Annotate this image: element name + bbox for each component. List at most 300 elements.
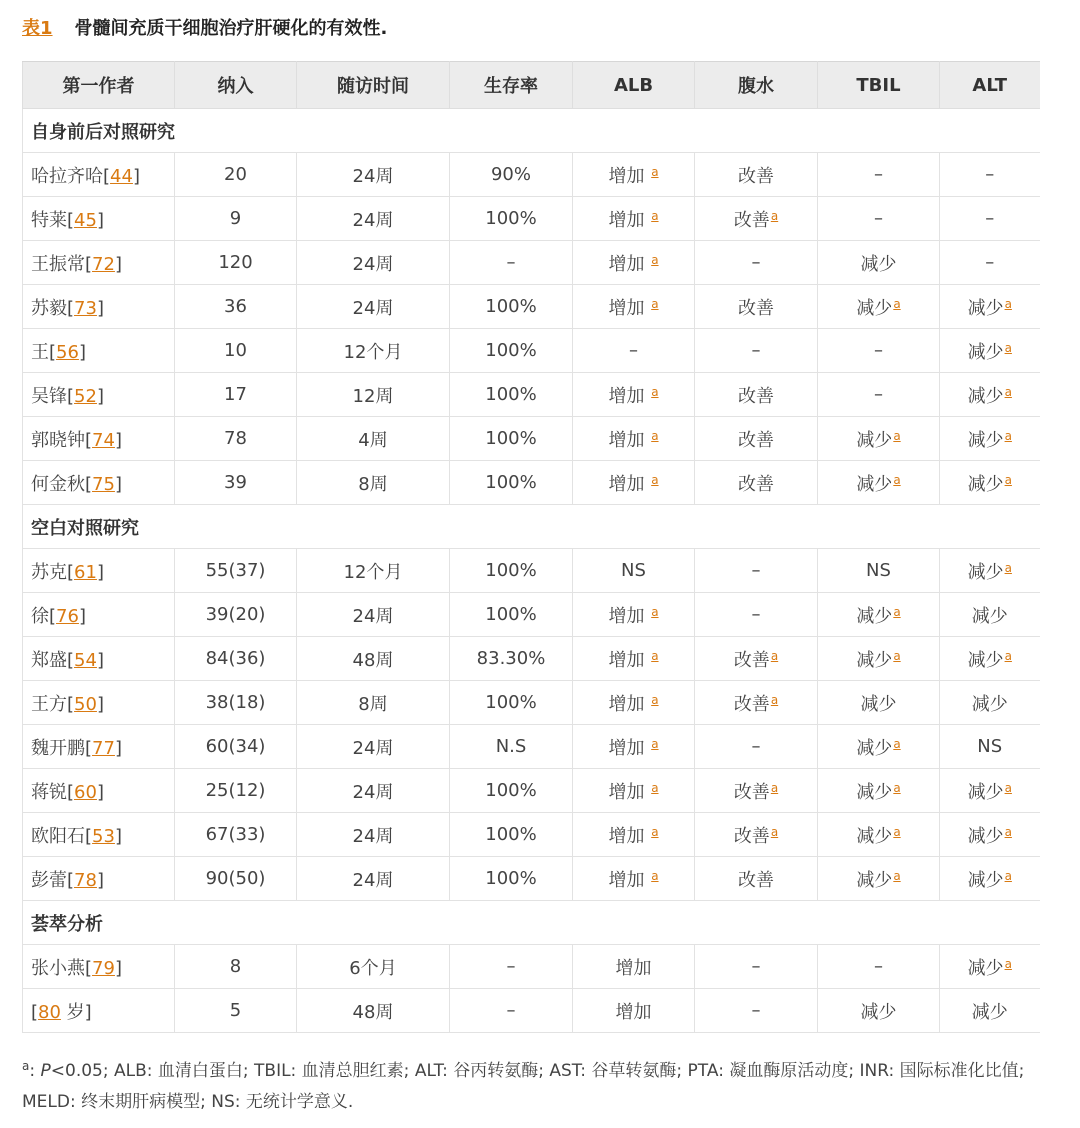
cell-author [23, 945, 175, 989]
cell-value: 84(36) [205, 648, 266, 669]
cell-value: – [751, 1000, 761, 1021]
cell-value: 增加 [608, 385, 651, 407]
footnote-ref-link[interactable]: a [770, 648, 779, 663]
cell-alt [940, 461, 1040, 505]
reference-link[interactable]: 60 [74, 781, 97, 803]
cell-followup [297, 241, 450, 285]
cell-value: – [751, 560, 761, 581]
cell-alt [940, 769, 1040, 813]
cell-followup [297, 549, 450, 593]
cell-value: 8 [229, 956, 242, 977]
cell-value: 减少 [971, 605, 1008, 627]
bracket-close: ] [96, 781, 104, 803]
author-name: 吴锋 [31, 385, 67, 407]
reference-link[interactable]: 75 [92, 473, 115, 495]
cell-value: 增加 [608, 737, 651, 759]
cell-ascites [695, 285, 818, 329]
reference-link[interactable]: 61 [74, 561, 97, 583]
cell-value: 减少 [971, 693, 1008, 715]
bracket-close: ] [84, 1001, 92, 1023]
cell-author [23, 417, 175, 461]
footnote-ref-link[interactable]: a [1004, 340, 1012, 355]
cell-survival [450, 417, 573, 461]
cell-tbil [818, 989, 940, 1033]
cell-author [23, 329, 175, 373]
cell-value: 12周 [352, 385, 394, 407]
cell-ascites [695, 725, 818, 769]
cell-value: – [751, 736, 761, 757]
cell-value: 24周 [352, 781, 394, 803]
cell-value: 改善 [733, 825, 770, 847]
reference-link[interactable]: 45 [74, 209, 97, 231]
footnote-ref-link[interactable]: a [770, 208, 779, 223]
footnote-ref-link[interactable]: a [651, 736, 659, 751]
cell-tbil [818, 285, 940, 329]
cell-value: 改善 [738, 473, 774, 495]
cell-value: – [506, 252, 516, 273]
reference-link[interactable]: 74 [92, 429, 115, 451]
table-row [23, 989, 1040, 1033]
cell-followup [297, 637, 450, 681]
footnote-ref-link[interactable]: a [893, 868, 901, 883]
cell-alb [573, 329, 695, 373]
cell-survival [450, 593, 573, 637]
cell-value: 100% [485, 692, 537, 713]
cell-value: 90% [490, 164, 531, 185]
reference-link[interactable]: 80 [38, 1001, 61, 1023]
cell-value: 48周 [352, 1001, 394, 1023]
cell-value: – [874, 164, 883, 185]
table-row [23, 769, 1040, 813]
cell-value: 24周 [352, 869, 394, 891]
cell-value: 100% [485, 340, 537, 361]
author-name: 特莱 [31, 209, 67, 231]
footnote-ref-link[interactable]: a [1004, 648, 1012, 663]
cell-survival [450, 197, 573, 241]
cell-followup [297, 681, 450, 725]
cell-value: 24周 [352, 297, 394, 319]
cell-alt [940, 857, 1040, 901]
reference-link[interactable]: 77 [92, 737, 115, 759]
cell-survival [450, 329, 573, 373]
cell-alt [940, 241, 1040, 285]
cell-alt [940, 197, 1040, 241]
footnote-ref-link[interactable]: a [893, 648, 901, 663]
cell-value: 9 [229, 208, 242, 229]
footnote-ref-link[interactable]: a [893, 604, 901, 619]
cell-value: 减少 [856, 649, 893, 671]
cell-followup [297, 725, 450, 769]
bracket-open: [ [85, 825, 93, 847]
cell-value: 增加 [608, 253, 651, 275]
footnote-ref-link[interactable]: a [1004, 296, 1012, 311]
footnote-p-label: P [40, 1061, 51, 1081]
reference-link[interactable]: 76 [56, 605, 79, 627]
reference-link[interactable]: 52 [74, 385, 97, 407]
cell-value: 5 [229, 1000, 242, 1021]
cell-ascites [695, 329, 818, 373]
cell-value: 增加 [608, 297, 651, 319]
cell-ascites [695, 461, 818, 505]
cell-alt [940, 417, 1040, 461]
cell-tbil [818, 945, 940, 989]
cell-alt [940, 945, 1040, 989]
reference-suffix: 岁 [60, 1001, 85, 1023]
cell-value: – [506, 1000, 516, 1021]
cell-value: – [629, 340, 638, 361]
table-title: 骨髓间充质干细胞治疗肝硬化的有效性. [74, 18, 388, 39]
cell-alb [573, 813, 695, 857]
reference-link[interactable]: 79 [92, 957, 115, 979]
cell-value: 48周 [352, 649, 394, 671]
section-title: 空白对照研究 [23, 505, 1040, 549]
cell-value: – [985, 208, 995, 229]
footnote-ref-link[interactable]: a [1004, 824, 1012, 839]
cell-value: 改善 [738, 385, 774, 407]
footnote-ref-link[interactable]: a [770, 780, 779, 795]
bracket-close: ] [78, 341, 86, 363]
table-row [23, 593, 1040, 637]
footnote-ref-link[interactable]: a [1004, 428, 1012, 443]
cell-tbil [818, 329, 940, 373]
cell-value: 25(12) [205, 780, 266, 801]
author-name: 哈拉齐哈 [31, 165, 103, 187]
cell-value: 减少 [967, 957, 1004, 979]
header-author: 第一作者 [23, 62, 175, 109]
reference-link[interactable]: 72 [92, 253, 115, 275]
footnote-ref-link[interactable]: a [651, 208, 659, 223]
author-name: 彭蕾 [31, 869, 67, 891]
cell-author [23, 461, 175, 505]
cell-alt [940, 989, 1040, 1033]
cell-alb [573, 593, 695, 637]
cell-value: 24周 [352, 825, 394, 847]
cell-value: 改善 [733, 781, 770, 803]
footnote-ref-link[interactable]: a [651, 164, 659, 179]
bracket-open: [ [85, 473, 93, 495]
bracket-close: ] [96, 869, 104, 891]
table-footnote: $^a$: P<0.05; ALB: 血清白蛋白; TBIL: 血清总胆红素; ALT: 谷丙转氨酶; AST: 谷草转氨酶; PTA: 凝血酶原活动度; INR: 国际标准化比值; MELD: 终末期肝病模型; NS: 无统计学意义. [22, 1059, 1025, 1112]
footnote-ref-link[interactable]: a [651, 428, 659, 443]
cell-followup [297, 945, 450, 989]
cell-value: 8周 [358, 473, 388, 495]
bracket-close: ] [114, 737, 122, 759]
cell-value: NS [977, 736, 1003, 757]
table-row [23, 373, 1040, 417]
cell-alt [940, 285, 1040, 329]
table-row [23, 813, 1040, 857]
section-row [23, 901, 1040, 945]
bracket-close: ] [96, 297, 104, 319]
footnote-ref-link[interactable]: a [651, 824, 659, 839]
cell-value: 减少 [967, 385, 1004, 407]
header-alb: ALB [573, 62, 695, 109]
bracket-open: [ [67, 781, 75, 803]
cell-followup [297, 857, 450, 901]
cell-enrolled [175, 857, 297, 901]
cell-value: 55(37) [205, 560, 266, 581]
cell-survival [450, 989, 573, 1033]
footnote-ref-link[interactable]: a [1004, 868, 1012, 883]
table-row [23, 461, 1040, 505]
cell-value: 增加 [608, 649, 651, 671]
reference-link[interactable]: 53 [92, 825, 115, 847]
footnote-ref-link[interactable]: a [651, 252, 659, 267]
cell-tbil [818, 725, 940, 769]
table-caption [22, 12, 387, 42]
cell-author [23, 593, 175, 637]
reference-link[interactable]: 56 [56, 341, 79, 363]
cell-tbil [818, 857, 940, 901]
table-row [23, 857, 1040, 901]
footnote-ref-link[interactable]: a [893, 428, 901, 443]
cell-value: – [751, 956, 761, 977]
footnote-ref-link[interactable]: a [651, 648, 659, 663]
footnote-ref-link[interactable]: a [1004, 956, 1012, 971]
cell-alb [573, 769, 695, 813]
bracket-close: ] [96, 561, 104, 583]
footnote-ref-link[interactable]: a [893, 780, 901, 795]
table-header-row [23, 62, 1040, 109]
cell-enrolled [175, 241, 297, 285]
cell-value: 83.30% [476, 648, 546, 669]
bracket-open: [ [67, 385, 75, 407]
bracket-open: [ [67, 869, 75, 891]
cell-author [23, 241, 175, 285]
cell-value: 60(34) [205, 736, 266, 757]
cell-value: 17 [224, 384, 247, 405]
cell-alt [940, 373, 1040, 417]
cell-ascites [695, 637, 818, 681]
cell-value: 减少 [856, 737, 893, 759]
bracket-open: [ [85, 957, 93, 979]
cell-value: 改善 [733, 209, 770, 231]
cell-value: N.S [495, 736, 527, 757]
cell-author [23, 857, 175, 901]
cell-tbil [818, 373, 940, 417]
table-number-link[interactable]: 表1 [22, 18, 53, 39]
cell-value: 12个月 [343, 341, 403, 363]
cell-value: – [874, 956, 883, 977]
header-enrolled: 纳入 [175, 62, 297, 109]
cell-survival [450, 373, 573, 417]
footnote-ref-link[interactable]: a [651, 868, 659, 883]
cell-alb [573, 725, 695, 769]
cell-ascites [695, 241, 818, 285]
author-name: 魏开鹏 [31, 737, 85, 759]
cell-enrolled [175, 417, 297, 461]
cell-alb [573, 373, 695, 417]
bracket-close: ] [114, 957, 122, 979]
cell-followup [297, 813, 450, 857]
author-name: 何金秋 [31, 473, 85, 495]
reference-link[interactable]: 73 [74, 297, 97, 319]
cell-value: 减少 [856, 825, 893, 847]
cell-value: 12个月 [343, 561, 403, 583]
cell-value: 减少 [860, 693, 897, 715]
cell-value: – [874, 208, 883, 229]
cell-value: – [985, 252, 995, 273]
bracket-close: ] [114, 253, 122, 275]
footnote-ref-link[interactable]: a [770, 824, 779, 839]
footnote-ref-link[interactable]: a [651, 384, 659, 399]
footnote-ref-link[interactable]: a [1004, 560, 1012, 575]
cell-value: 24周 [352, 253, 394, 275]
cell-tbil [818, 197, 940, 241]
cell-value: – [751, 340, 761, 361]
cell-ascites [695, 197, 818, 241]
cell-value: 78 [224, 428, 247, 449]
footnote-ref-link[interactable]: a [770, 692, 779, 707]
bracket-open: [ [85, 429, 93, 451]
cell-alt [940, 153, 1040, 197]
cell-value: 24周 [352, 209, 394, 231]
footnote-ref-link[interactable]: a [651, 472, 659, 487]
footnote-ref-link[interactable]: a [651, 780, 659, 795]
bracket-open: [ [85, 737, 93, 759]
cell-ascites [695, 153, 818, 197]
table-row [23, 329, 1040, 373]
cell-alb [573, 857, 695, 901]
cell-alb [573, 197, 695, 241]
reference-link[interactable]: 54 [74, 649, 97, 671]
cell-enrolled [175, 593, 297, 637]
footnote-ref-link[interactable]: a [1004, 472, 1012, 487]
cell-alb [573, 989, 695, 1033]
cell-tbil [818, 417, 940, 461]
cell-value: – [751, 604, 761, 625]
author-name: 王 [31, 341, 49, 363]
author-name: 王振常 [31, 253, 85, 275]
bracket-close: ] [96, 385, 104, 407]
cell-ascites [695, 417, 818, 461]
cell-value: 90(50) [205, 868, 266, 889]
cell-alb [573, 285, 695, 329]
bracket-open: [ [103, 165, 111, 187]
footnote-ref-link[interactable]: a [651, 604, 659, 619]
footnote-ref-link[interactable]: a [893, 472, 901, 487]
author-name: 徐 [31, 605, 49, 627]
cell-value: 38(18) [205, 692, 266, 713]
cell-value: 增加 [615, 1001, 652, 1023]
cell-value: 增加 [608, 693, 651, 715]
footnote-ref-link[interactable]: a [651, 296, 659, 311]
cell-value: 100% [485, 868, 537, 889]
cell-alt [940, 637, 1040, 681]
cell-alb [573, 153, 695, 197]
cell-value: 100% [485, 560, 537, 581]
bracket-open: [ [67, 209, 75, 231]
section-title: 自身前后对照研究 [23, 109, 1040, 153]
cell-author [23, 197, 175, 241]
cell-value: 67(33) [205, 824, 266, 845]
table-row [23, 945, 1040, 989]
bracket-close: ] [114, 473, 122, 495]
cell-value: 增加 [608, 209, 651, 231]
cell-survival [450, 461, 573, 505]
cell-value: – [874, 340, 883, 361]
cell-value: – [985, 164, 995, 185]
cell-value: – [506, 956, 516, 977]
cell-enrolled [175, 153, 297, 197]
bracket-open: [ [49, 605, 57, 627]
bracket-close: ] [78, 605, 86, 627]
cell-value: 120 [218, 252, 253, 273]
cell-survival [450, 637, 573, 681]
cell-tbil [818, 681, 940, 725]
cell-alb [573, 945, 695, 989]
bracket-close: ] [96, 693, 104, 715]
reference-link[interactable]: 50 [74, 693, 97, 715]
reference-link[interactable]: 44 [110, 165, 133, 187]
bracket-open: [ [67, 693, 75, 715]
cell-author [23, 373, 175, 417]
cell-survival [450, 725, 573, 769]
footnote-marker: a [22, 1059, 30, 1073]
table-row [23, 549, 1040, 593]
cell-alb [573, 461, 695, 505]
cell-followup [297, 329, 450, 373]
header-ascites: 腹水 [695, 62, 818, 109]
cell-value: NS [621, 560, 646, 581]
cell-alt [940, 549, 1040, 593]
cell-value: 100% [485, 824, 537, 845]
reference-link[interactable]: 78 [74, 869, 97, 891]
cell-value: 减少 [967, 649, 1004, 671]
cell-value: 增加 [608, 473, 651, 495]
section-title: 荟萃分析 [23, 901, 1040, 945]
cell-alb [573, 637, 695, 681]
cell-alb [573, 681, 695, 725]
cell-value: 增加 [608, 825, 651, 847]
cell-author [23, 813, 175, 857]
cell-survival [450, 153, 573, 197]
cell-value: 100% [485, 780, 537, 801]
cell-survival [450, 549, 573, 593]
footnote-ref-link[interactable]: a [651, 692, 659, 707]
cell-value: – [874, 384, 883, 405]
cell-value: 减少 [967, 825, 1004, 847]
cell-survival [450, 857, 573, 901]
cell-value: 减少 [967, 561, 1004, 583]
cell-alt [940, 681, 1040, 725]
cell-value: 增加 [608, 781, 651, 803]
cell-author [23, 681, 175, 725]
cell-followup [297, 153, 450, 197]
section-row [23, 505, 1040, 549]
cell-tbil [818, 593, 940, 637]
footnote-ref-link[interactable]: a [893, 736, 901, 751]
cell-value: 减少 [967, 297, 1004, 319]
table-row [23, 725, 1040, 769]
cell-enrolled [175, 945, 297, 989]
cell-value: 改善 [738, 429, 774, 451]
author-name: 欧阳石 [31, 825, 85, 847]
cell-alb [573, 549, 695, 593]
bracket-open: [ [49, 341, 57, 363]
bracket-open: [ [85, 253, 93, 275]
footnote-ref-link[interactable]: a [893, 824, 901, 839]
bracket-close: ] [96, 649, 104, 671]
author-name: 张小燕 [31, 957, 85, 979]
footnote-ref-link[interactable]: a [893, 296, 901, 311]
cell-enrolled [175, 989, 297, 1033]
cell-enrolled [175, 725, 297, 769]
footnote-ref-link[interactable]: a [1004, 384, 1012, 399]
table-row [23, 681, 1040, 725]
cell-followup [297, 285, 450, 329]
footnote-ref-link[interactable]: a [1004, 780, 1012, 795]
